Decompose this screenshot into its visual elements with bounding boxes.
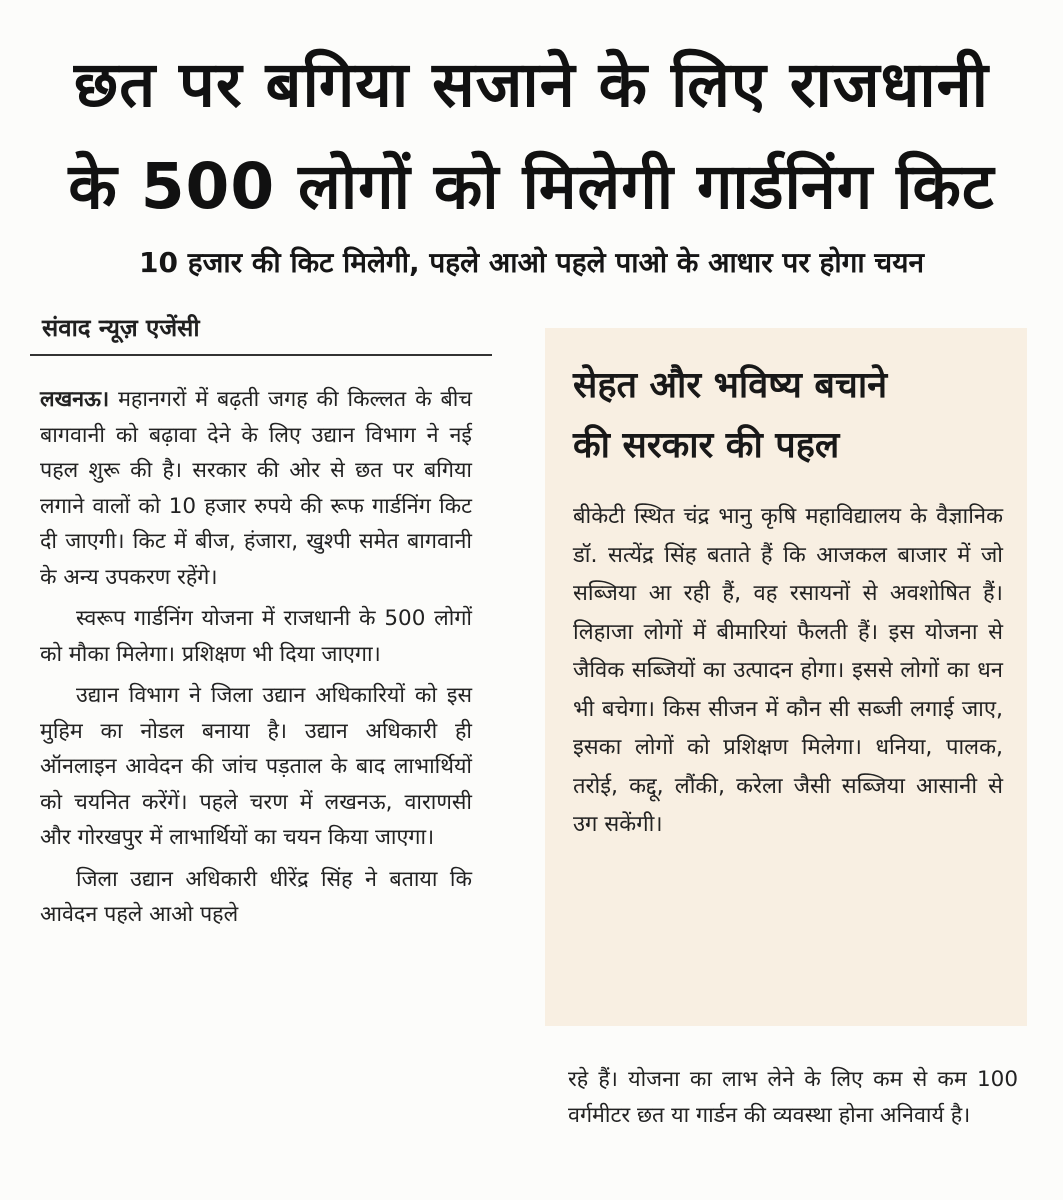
headline-line-2: के 500 लोगों को मिलेगी गार्डनिंग किट [68, 150, 995, 223]
dateline: लखनऊ। [40, 387, 110, 412]
article-paragraph-1 [40, 382, 472, 595]
headline [18, 34, 1045, 238]
article-left-column [40, 382, 472, 939]
sidebar-box-body: बीकेटी स्थित चंद्र भानु कृषि महाविद्यालय के वैज्ञानिक डॉ. सत्येंद्र सिंह बताते हैं कि आजकल बाजार में जो सब्जिया आ रही हैं, वह रसायनों से अवशोषित हैं। लिहाजा लोगों में बीमारियां फैलती हैं। इस योजना से जैविक सब्जियों का उत्पादन होगा। इससे लोगों का धन भी बचेगा। किस सीजन में कौन सी सब्जी लगाई जाए, इसका लोगों को प्रशिक्षण मिलेगा। धनिया, पालक, तरोई, कद्दू, लौंकी, करेला जैसी सब्जिया आसानी से उग सकेंगी। [573, 504, 1003, 837]
headline-line-1: छत पर बगिया सजाने के लिए राजधानी [74, 48, 989, 121]
byline-divider [30, 354, 492, 356]
article-continuation: रहे हैं। योजना का लाभ लेने के लिए कम से कम 100 वर्गमीटर छत या गार्डन की व्यवस्था होना अनिवार्य है। [568, 1067, 1018, 1128]
sidebar-box-title [573, 356, 1003, 476]
byline: संवाद न्यूज़ एजेंसी [42, 314, 200, 342]
article-paragraph-4: जिला उद्यान अधिकारी धीरेंद्र सिंह ने बताया कि आवेदन पहले आओ पहले [40, 866, 472, 927]
article-paragraph-1-text: महानगरों में बढ़ती जगह की किल्लत के बीच बागवानी को बढ़ावा देने के लिए उद्यान विभाग ने नई पहल शुरू की है। सरकार की ओर से छत पर बगिया लगाने वालों को 10 हजार रुपये की रूफ गार्डनिंग किट दी जाएगी। किट में बीज, हंजारा, खुश्पी समेत बागवानी के अन्य उपकरण रहेंगे। [40, 387, 472, 590]
sidebar-box-title-line-2: की सरकार की पहल [573, 425, 840, 466]
sidebar-box-title-line-1: सेहत और भविष्य बचाने [573, 365, 888, 406]
sidebar-box [545, 328, 1027, 1026]
article-paragraph-3: उद्यान विभाग ने जिला उद्यान अधिकारियों को इस मुहिम का नोडल बनाया है। उद्यान अधिकारी ही ऑनलाइन आवेदन की जांच पड़ताल के बाद लाभार्थियों को चयनित करेंगें। पहले चरण में लखनऊ, वाराणसी और गोरखपुर में लाभार्थियों का चयन किया जाएगा। [40, 683, 472, 850]
article-paragraph-2: स्वरूप गार्डनिंग योजना में राजधानी के 500 लोगों को मौका मिलेगा। प्रशिक्षण भी दिया जाएगा। [40, 606, 472, 667]
subheadline: 10 हजार की किट मिलेगी, पहले आओ पहले पाओ के आधार पर होगा चयन [139, 246, 924, 279]
